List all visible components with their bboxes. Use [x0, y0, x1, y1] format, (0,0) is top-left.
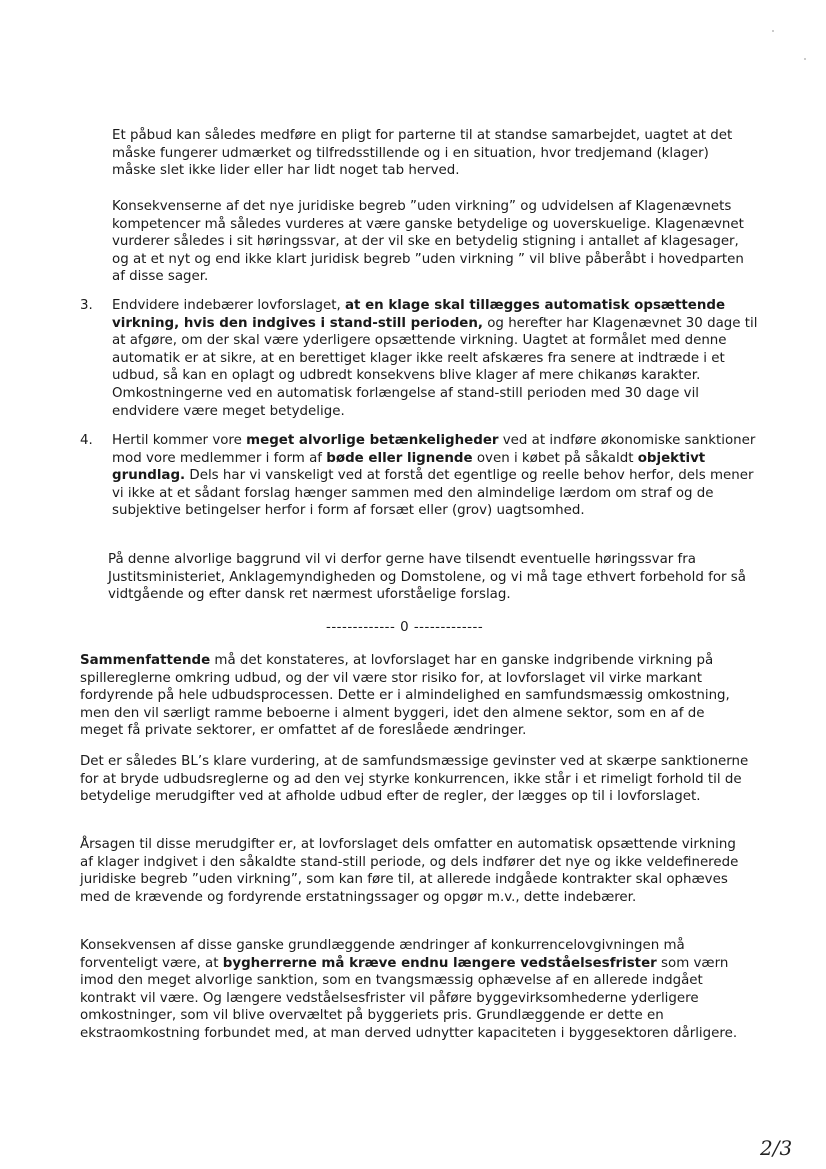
summary-paragraph-4-text-start: Konsekvensen af disse ganske grundlæggende ændringer af konkurrencelovgivningen må forventeligt være, at [80, 938, 685, 971]
intro-paragraph-2-text: Konsekvenserne af det nye juridiske begreb ”uden virkning” og udvidelsen af Klagenævnets kompetencer må således vurderes at være ganske betydelige og uoverskuelige. Klagenævnet vurderer således i sit høringssvar, at der vil ske en betydelig stigning i antallet af klagesager, og at et nyt og end ikke klart juridisk begreb ”uden virkning ” vil blive påberåbt i hovedparten af disse sager. [112, 199, 744, 285]
list-item-3-number: 3. [80, 298, 93, 313]
handwritten-page-number: 2/3 [760, 1136, 793, 1160]
list-item-4-text-end: Dels har vi vanskeligt ved at forstå det egentlige og reelle behov herfor, dels mener vi ikke at et sådant forslag hænger sammen med den almindelige lærdom om straf og de subjektive betingelser herfor i form af forsæt eller (grov) uagtsomhed. [112, 468, 754, 519]
list-item-3-text-end: og herefter har Klagenævnet 30 dage til at afgøre, om der skal være yderligere opsættende virkning. Uagtet at formålet med denne automatik er at sikre, at en berettiget klager ikke reelt afskæres fra senere at indtræde i et udbud, så kan en oplagt og udbredt konsekvens blive klager af mere chikanøs karakter. Omkostningerne ved en automatisk forlængelse af stand-still perioden med 30 dage vil endvidere være meget betydelige. [112, 315, 758, 419]
list-item-3-emphasis: at en klage skal tillægges automatisk opsættende virkning, hvis den indgives i stand-still perioden, [112, 298, 726, 331]
list-item-4-emphasis-1: meget alvorlige betænkeligheder [246, 433, 499, 448]
list-item-4-number: 4. [80, 433, 93, 448]
scan-speck [804, 58, 806, 60]
followup-paragraph [108, 551, 760, 604]
intro-paragraph-1 [112, 127, 752, 180]
intro-paragraph-2 [112, 198, 752, 286]
summary-paragraph-1-emphasis: Sammenfattende [80, 653, 211, 668]
summary-paragraph-1 [80, 652, 750, 740]
followup-paragraph-text: På denne alvorlige baggrund vil vi derfor gerne have tilsendt eventuelle høringssvar fra Justitsministeriet, Anklagemyndigheden og Domstolene, og vi må tage ethvert forbehold for så vidtgående og efter dansk ret nærmest uforståelige forslag. [108, 552, 746, 603]
list-item-4-emphasis-3: objektivt grundlag. [112, 450, 706, 484]
list-item-4-emphasis-2: bøde eller lignende [326, 450, 473, 466]
list-item-4-text-start: Hertil kommer vore [112, 433, 247, 448]
section-divider: ------------- 0 ------------- [326, 620, 484, 635]
summary-paragraph-4-emphasis: bygherrerne må kræve endnu længere vedståelsesfrister [222, 955, 657, 971]
summary-paragraph-1-text: må det konstateres, at lovforslaget har en ganske indgribende virkning på spillereglerne omkring udbud, og der vil være stor risiko for, at lovforslaget vil virke markant fordyrende på hele udbudsprocessen. Dette er i almindelighed en samfundsmæssig omkostning, men den vil særligt ramme beboerne i alment byggeri, idet den almene sektor, som en af de meget få private sektorer, er omfattet af de foreslåede ændringer. [80, 653, 730, 739]
list-item-3-text [112, 297, 762, 420]
summary-paragraph-4 [80, 937, 750, 1043]
list-item-4 [80, 432, 760, 542]
scan-speck [772, 30, 774, 32]
summary-paragraph-2-text: Det er således BL’s klare vurdering, at de samfundsmæssige gevinster ved at skærpe sanktionerne for at bryde udbudsreglerne og ad den vej styrke konkurrencen, ikke står i et rimeligt forhold til de betydelige merudgifter ved at afholde udbud efter de regler, der lægges op til i lovforslaget. [80, 754, 749, 805]
summary-paragraph-3-text: Årsagen til disse merudgifter er, at lovforslaget dels omfatter en automatisk opsættende virkning af klager indgivet i den såkaldte stand-still periode, og dels indfører det nye og ikke veldefinerede juridiske begreb ”uden virkning”, som kan føre til, at allerede indgåede kontrakter skal ophæves med de krævende og fordyrende erstatningssager og opgør m.v., dette indebærer. [80, 837, 739, 905]
summary-paragraph-4-text-end: som værn imod den meget alvorlige sanktion, som en tvangsmæssig ophævelse af en allerede indgået kontrakt vil være. Og længere vedståelsesfrister vil påføre byggevirksomhederne yderligere omkostninger, som vil blive overvæltet på byggeriets pris. Grundlæggende er dette en ekstraomkostning forbundet med, at man derved udnytter kapaciteten i byggesektoren dårligere. [80, 955, 738, 1041]
summary-paragraph-3 [80, 836, 750, 906]
list-item-4-text [112, 432, 762, 520]
intro-paragraph-1-text: Et påbud kan således medføre en pligt for parterne til at standse samarbejdet, uagtet at det måske fungerer udmærket og tilfredsstillende og i en situation, hvor tredjemand (klager) måske slet ikke lider eller har lidt noget tab herved. [112, 128, 733, 179]
list-item-3-text-start: Endvidere indebærer lovforslaget, [112, 298, 345, 313]
list-item-3 [80, 297, 760, 422]
list-item-4-text-middle-1: ved at indføre økonomiske sanktioner mod vore medlemmer i form af [112, 433, 756, 466]
summary-paragraph-2 [80, 753, 750, 806]
list-item-4-text-middle-2: oven i købet på såkaldt [472, 450, 638, 466]
